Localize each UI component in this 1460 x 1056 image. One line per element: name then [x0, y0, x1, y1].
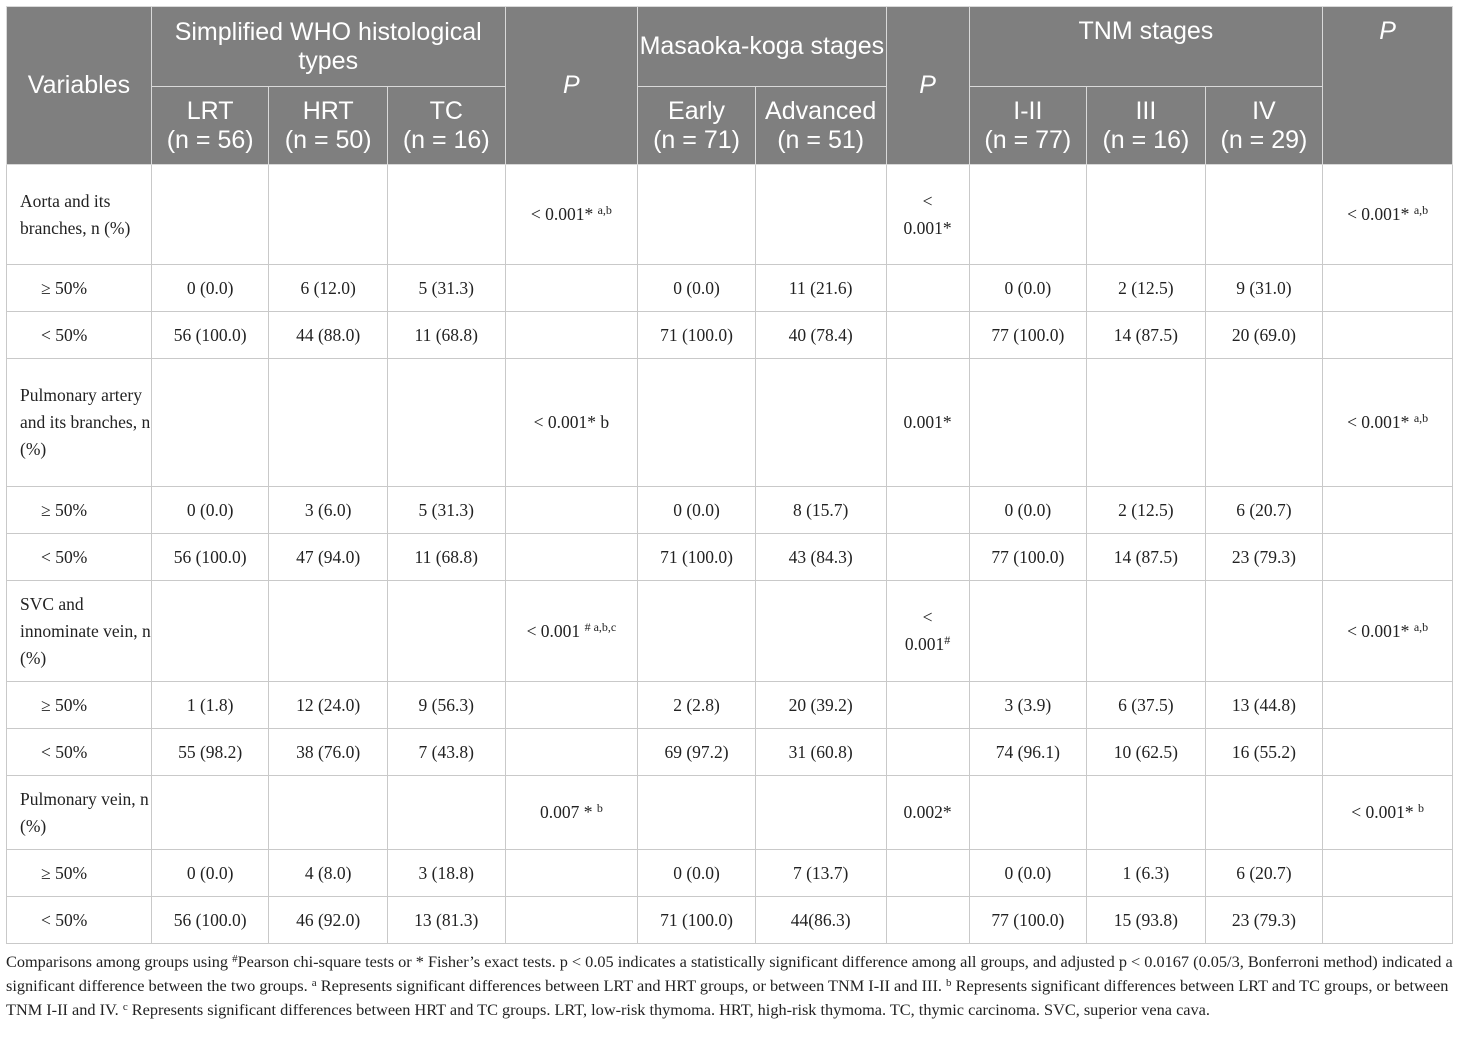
- header-p-tnm: P: [1323, 7, 1453, 165]
- value-cell: 13 (44.8): [1205, 682, 1323, 729]
- value-cell: 56 (100.0): [151, 897, 269, 944]
- value-cell: 11 (68.8): [387, 534, 505, 581]
- value-cell: 44(86.3): [755, 897, 886, 944]
- value-cell: 56 (100.0): [151, 534, 269, 581]
- value-cell: 3 (6.0): [269, 487, 388, 534]
- variable-label: SVC and innominate vein, n (%): [7, 581, 152, 682]
- value-cell: 2 (12.5): [1087, 265, 1206, 312]
- value-cell: 9 (31.0): [1205, 265, 1323, 312]
- header-col-tc: TC (n = 16): [387, 87, 505, 165]
- p-value-masaoka: 0.002*: [886, 776, 969, 850]
- empty-cell: [1323, 487, 1453, 534]
- empty-cell: [505, 487, 638, 534]
- empty-cell: [1205, 165, 1323, 265]
- value-cell: 47 (94.0): [269, 534, 388, 581]
- value-cell: 0 (0.0): [638, 487, 756, 534]
- value-cell: 7 (43.8): [387, 729, 505, 776]
- empty-cell: [638, 165, 756, 265]
- value-cell: 0 (0.0): [151, 487, 269, 534]
- empty-cell: [269, 359, 388, 487]
- results-table: [6, 6, 1453, 944]
- table-row: [7, 729, 1453, 776]
- value-cell: 69 (97.2): [638, 729, 756, 776]
- header-col-advanced: Advanced (n = 51): [755, 87, 886, 165]
- p-value-who: < 0.001* $^{a,b}$: [505, 165, 638, 265]
- empty-cell: [886, 897, 969, 944]
- table-footnote: Comparisons among groups using #Pearson chi-square tests or * Fisher’s exact tests. p < 0.05 indicates a statistically significant difference among all groups, and adjusted p < 0.0167 (0.05/3, Bonferroni method) indicated a significant difference between the two groups. $^a$ Represents significant differences between LRT and HRT groups, or between TNM I-II and III. $^b$ Represents significant differences between LRT and TC groups, or between TNM I-II and IV. $^c$ Represents significant differences between HRT and TC groups. LRT, low-risk thymoma. HRT, high-risk thymoma. TC, thymic carcinoma. SVC, superior vena cava.: [6, 952, 1453, 1019]
- header-who-group: Simplified WHO histological types: [151, 7, 505, 87]
- value-cell: 3 (3.9): [969, 682, 1087, 729]
- value-cell: 0 (0.0): [969, 487, 1087, 534]
- empty-cell: [151, 165, 269, 265]
- value-cell: 16 (55.2): [1205, 729, 1323, 776]
- empty-cell: [1323, 534, 1453, 581]
- empty-cell: [638, 359, 756, 487]
- value-cell: 2 (12.5): [1087, 487, 1206, 534]
- header-variables: Variables: [7, 7, 152, 165]
- value-cell: 77 (100.0): [969, 897, 1087, 944]
- empty-cell: [1087, 776, 1206, 850]
- row-label: ≥ 50%: [7, 682, 152, 729]
- empty-cell: [505, 265, 638, 312]
- value-cell: 23 (79.3): [1205, 897, 1323, 944]
- p-value-masaoka: < 0.001#: [886, 581, 969, 682]
- row-label: ≥ 50%: [7, 850, 152, 897]
- p-value-who: 0.007 * $^b$: [505, 776, 638, 850]
- empty-cell: [1087, 165, 1206, 265]
- value-cell: 6 (20.7): [1205, 850, 1323, 897]
- empty-cell: [755, 581, 886, 682]
- table-row: [7, 850, 1453, 897]
- value-cell: 77 (100.0): [969, 312, 1087, 359]
- table-row: [7, 534, 1453, 581]
- empty-cell: [151, 581, 269, 682]
- header-col-early: Early (n = 71): [638, 87, 756, 165]
- empty-cell: [969, 165, 1087, 265]
- value-cell: 15 (93.8): [1087, 897, 1206, 944]
- variable-label: Pulmonary vein, n (%): [7, 776, 152, 850]
- value-cell: 44 (88.0): [269, 312, 388, 359]
- p-value-masaoka: < 0.001*: [886, 165, 969, 265]
- value-cell: 9 (56.3): [387, 682, 505, 729]
- empty-cell: [886, 729, 969, 776]
- empty-cell: [1323, 312, 1453, 359]
- p-value-tnm: < 0.001* $^{a,b}$: [1323, 359, 1453, 487]
- value-cell: 0 (0.0): [638, 850, 756, 897]
- value-cell: 20 (69.0): [1205, 312, 1323, 359]
- value-cell: 0 (0.0): [151, 265, 269, 312]
- empty-cell: [755, 165, 886, 265]
- value-cell: 5 (31.3): [387, 487, 505, 534]
- header-col-lrt: LRT (n = 56): [151, 87, 269, 165]
- value-cell: 1 (6.3): [1087, 850, 1206, 897]
- row-label: ≥ 50%: [7, 265, 152, 312]
- empty-cell: [269, 776, 388, 850]
- header-masaoka-group: Masaoka-koga stages: [638, 7, 886, 87]
- empty-cell: [1205, 359, 1323, 487]
- value-cell: 56 (100.0): [151, 312, 269, 359]
- p-value-who: < 0.001 $^{\# a,b,c}$: [505, 581, 638, 682]
- empty-cell: [886, 265, 969, 312]
- value-cell: 14 (87.5): [1087, 312, 1206, 359]
- empty-cell: [886, 534, 969, 581]
- empty-cell: [638, 776, 756, 850]
- value-cell: 7 (13.7): [755, 850, 886, 897]
- empty-cell: [1323, 682, 1453, 729]
- empty-cell: [755, 776, 886, 850]
- value-cell: 74 (96.1): [969, 729, 1087, 776]
- empty-cell: [969, 581, 1087, 682]
- value-cell: 0 (0.0): [151, 850, 269, 897]
- value-cell: 31 (60.8): [755, 729, 886, 776]
- row-label: < 50%: [7, 312, 152, 359]
- value-cell: 55 (98.2): [151, 729, 269, 776]
- value-cell: 6 (37.5): [1087, 682, 1206, 729]
- empty-cell: [505, 850, 638, 897]
- empty-cell: [387, 165, 505, 265]
- table-row: [7, 265, 1453, 312]
- value-cell: 4 (8.0): [269, 850, 388, 897]
- table-row: [7, 487, 1453, 534]
- empty-cell: [1323, 897, 1453, 944]
- empty-cell: [269, 581, 388, 682]
- empty-cell: [505, 312, 638, 359]
- value-cell: 0 (0.0): [638, 265, 756, 312]
- value-cell: 6 (20.7): [1205, 487, 1323, 534]
- value-cell: 12 (24.0): [269, 682, 388, 729]
- header-tnm-group: TNM stages: [969, 7, 1323, 87]
- value-cell: 77 (100.0): [969, 534, 1087, 581]
- p-value-tnm: < 0.001* $^{a,b}$: [1323, 581, 1453, 682]
- empty-cell: [886, 312, 969, 359]
- empty-cell: [151, 359, 269, 487]
- empty-cell: [269, 165, 388, 265]
- value-cell: 11 (68.8): [387, 312, 505, 359]
- table-row: [7, 312, 1453, 359]
- table-row: [7, 359, 1453, 487]
- header-p-who: P: [505, 7, 638, 165]
- header-col-iv: IV (n = 29): [1205, 87, 1323, 165]
- empty-cell: [387, 359, 505, 487]
- variable-label: Pulmonary artery and its branches, n (%): [7, 359, 152, 487]
- empty-cell: [969, 359, 1087, 487]
- header-col-i-ii: I-II (n = 77): [969, 87, 1087, 165]
- empty-cell: [387, 776, 505, 850]
- value-cell: 23 (79.3): [1205, 534, 1323, 581]
- value-cell: 2 (2.8): [638, 682, 756, 729]
- value-cell: 46 (92.0): [269, 897, 388, 944]
- value-cell: 10 (62.5): [1087, 729, 1206, 776]
- row-label: ≥ 50%: [7, 487, 152, 534]
- value-cell: 6 (12.0): [269, 265, 388, 312]
- header-col-iii: III (n = 16): [1087, 87, 1206, 165]
- value-cell: 14 (87.5): [1087, 534, 1206, 581]
- empty-cell: [387, 581, 505, 682]
- value-cell: 11 (21.6): [755, 265, 886, 312]
- empty-cell: [1323, 850, 1453, 897]
- value-cell: 8 (15.7): [755, 487, 886, 534]
- value-cell: 13 (81.3): [387, 897, 505, 944]
- empty-cell: [969, 776, 1087, 850]
- value-cell: 71 (100.0): [638, 312, 756, 359]
- header-p-masaoka: P: [886, 7, 969, 165]
- variable-label: Aorta and its branches, n (%): [7, 165, 152, 265]
- empty-cell: [505, 897, 638, 944]
- value-cell: 20 (39.2): [755, 682, 886, 729]
- header-col-hrt: HRT (n = 50): [269, 87, 388, 165]
- p-value-who: < 0.001* b: [505, 359, 638, 487]
- table-row: [7, 897, 1453, 944]
- empty-cell: [505, 534, 638, 581]
- p-value-masaoka: 0.001*: [886, 359, 969, 487]
- empty-cell: [1205, 581, 1323, 682]
- empty-cell: [1205, 776, 1323, 850]
- empty-cell: [1087, 581, 1206, 682]
- empty-cell: [886, 682, 969, 729]
- value-cell: 5 (31.3): [387, 265, 505, 312]
- empty-cell: [1087, 359, 1206, 487]
- row-label: < 50%: [7, 729, 152, 776]
- value-cell: 43 (84.3): [755, 534, 886, 581]
- value-cell: 0 (0.0): [969, 265, 1087, 312]
- row-label: < 50%: [7, 534, 152, 581]
- empty-cell: [1323, 265, 1453, 312]
- value-cell: 1 (1.8): [151, 682, 269, 729]
- value-cell: 38 (76.0): [269, 729, 388, 776]
- value-cell: 71 (100.0): [638, 534, 756, 581]
- empty-cell: [886, 487, 969, 534]
- value-cell: 3 (18.8): [387, 850, 505, 897]
- empty-cell: [1323, 729, 1453, 776]
- value-cell: 40 (78.4): [755, 312, 886, 359]
- table-row: [7, 165, 1453, 265]
- value-cell: 0 (0.0): [969, 850, 1087, 897]
- table-container: [6, 6, 1453, 1022]
- empty-cell: [886, 850, 969, 897]
- value-cell: 71 (100.0): [638, 897, 756, 944]
- empty-cell: [505, 682, 638, 729]
- table-row: [7, 682, 1453, 729]
- p-value-tnm: < 0.001* $^b$: [1323, 776, 1453, 850]
- empty-cell: [151, 776, 269, 850]
- table-row: [7, 581, 1453, 682]
- empty-cell: [638, 581, 756, 682]
- row-label: < 50%: [7, 897, 152, 944]
- p-value-tnm: < 0.001* $^{a,b}$: [1323, 165, 1453, 265]
- empty-cell: [755, 359, 886, 487]
- table-row: [7, 776, 1453, 850]
- empty-cell: [505, 729, 638, 776]
